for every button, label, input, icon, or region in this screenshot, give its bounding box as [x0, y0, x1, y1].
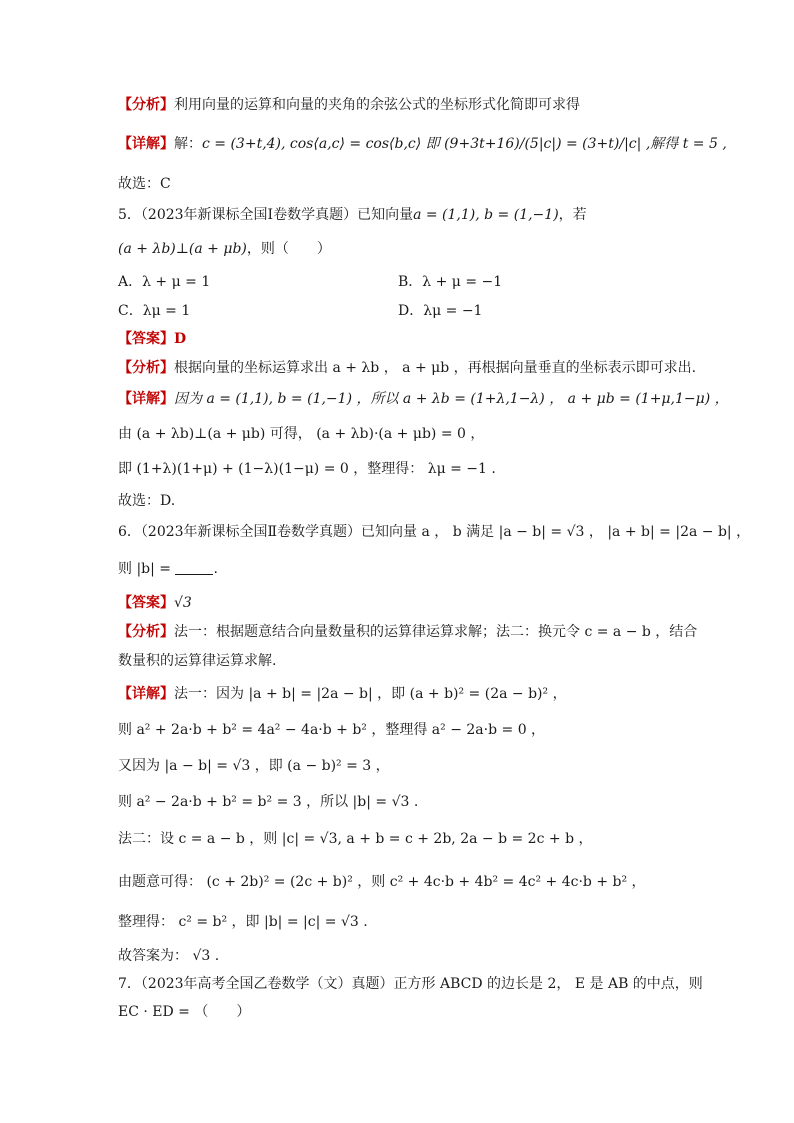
q5-stem-line-1	[118, 205, 678, 225]
option-a: A．λ + μ = 1	[118, 274, 211, 290]
detail-math: 因为 a = (1,1), b = (1,−1) ，所以 a + λb = (1+λ,1−λ) ， a + μb = (1+μ,1−μ) ，	[174, 391, 729, 407]
q6-analysis-line-2: 数量积的运算律运算求解.	[118, 653, 277, 669]
q5-answer: 【答案】D	[118, 331, 187, 347]
q6-detail-line-5: 法二：设 c = a − b ，则 |c| = √3, a + b = c + 2b, 2a − b = 2c + b ，	[118, 831, 593, 847]
option-c: C．λμ = 1	[118, 303, 191, 319]
q5-stem-text: 5．（2023年新课标全国Ⅰ卷数学真题）已知向量	[118, 207, 414, 223]
q6-stem-line-2	[118, 559, 678, 579]
analysis-tag: 【分析】	[118, 360, 174, 376]
q5-detail-line-3: 即 (1+λ)(1+μ) + (1−λ)(1−μ) = 0 ，整理得： λμ = −1 .	[118, 461, 496, 477]
q6-conclusion: 故答案为： √3 .	[118, 948, 220, 964]
q5-options-row-1	[118, 272, 678, 292]
q7-stem-line-1: 7．（2023年高考全国乙卷数学（文）真题）正方形 ABCD 的边长是 2， E 是 AB 的中点，则	[118, 976, 703, 992]
q5-analysis	[118, 358, 697, 378]
q5-stem-line-2	[118, 239, 678, 259]
answer-tag: 【答案】	[118, 595, 174, 611]
q6-stem-text: 则 |b| =	[118, 561, 176, 577]
detail-math: c = (3+t,4), cos⟨a,c⟩ = cos⟨b,c⟩ 即 (9+3t+16)/(5|c|) = (3+t)/|c| ,解得 t = 5 ,	[202, 136, 727, 152]
q6-detail-line-3: 又因为 |a − b| = √3 ，即 (a − b)² = 3 ，	[118, 758, 390, 774]
q6-detail-line-6: 由题意可得： (c + 2b)² = (2c + b)² ，则 c² + 4c·b + 4b² = 4c² + 4c·b + b² ，	[118, 874, 646, 890]
q4-detail	[118, 134, 727, 154]
q5-stem-math: a = (1,1), b = (1,−1)	[413, 207, 559, 223]
q6-analysis-line-1	[118, 622, 698, 642]
q6-detail-line-2: 则 a² + 2a·b + b² = 4a² − 4a·b + b² ，整理得 a² − 2a·b = 0 ，	[118, 722, 546, 738]
detail-text: 解：	[174, 136, 202, 152]
analysis-tag: 【分析】	[118, 97, 174, 113]
q5-detail-line-2: 由 (a + λb)⊥(a + μb) 可得， (a + λb)·(a + μb) = 0 ，	[118, 426, 485, 442]
option-d: D．λμ = −1	[398, 303, 483, 319]
option-b: B．λ + μ = −1	[398, 274, 503, 290]
q5-stem-text-2: ，若	[558, 207, 587, 223]
q6-detail-line-4: 则 a² − 2a·b + b² = b² = 3 ，所以 |b| = √3 .	[118, 794, 419, 810]
q6-detail-line-7: 整理得： c² = b² ，即 |b| = |c| = √3 .	[118, 914, 368, 930]
analysis-text: 利用向量的运算和向量的夹角的余弦公式的坐标形式化简即可求得	[174, 97, 580, 113]
q5-detail-line-1	[118, 389, 729, 409]
q7-stem-line-2: EC · ED = （ ）	[118, 1004, 251, 1020]
q6-stem-end: .	[213, 561, 218, 577]
q5-stem-text-3: ，则（ ）	[246, 241, 331, 257]
detail-tag: 【详解】	[118, 686, 174, 702]
analysis-tag: 【分析】	[118, 624, 174, 640]
analysis-text: 根据向量的坐标运算求出 a + λb ， a + μb ，再根据向量垂直的坐标表示即可求出.	[174, 360, 697, 376]
answer-value: √3	[174, 595, 192, 611]
q4-choice: 故选：C	[118, 176, 171, 192]
q4-analysis	[118, 95, 678, 115]
q6-detail-line-1	[118, 684, 678, 704]
analysis-text: 法一：根据题意结合向量数量积的运算律运算求解；法二：换元令 c = a − b ，结合	[174, 624, 698, 640]
q5-options-row-2	[118, 301, 678, 321]
q5-choice: 故选：D.	[118, 493, 176, 509]
detail-tag: 【详解】	[118, 391, 174, 407]
detail-text: 法一：因为 |a + b| = |2a − b| ，即 (a + b)² = (2a − b)² ，	[174, 686, 567, 702]
q6-stem-line-1: 6．（2023年新课标全国Ⅱ卷数学真题）已知向量 a ， b 满足 |a − b| = √3 ， |a + b| = |2a − b| ，	[118, 524, 751, 540]
answer-blank	[175, 560, 213, 575]
q5-condition-math: (a + λb)⊥(a + μb)	[118, 241, 247, 257]
detail-tag: 【详解】	[118, 136, 174, 152]
q6-answer	[118, 593, 678, 613]
